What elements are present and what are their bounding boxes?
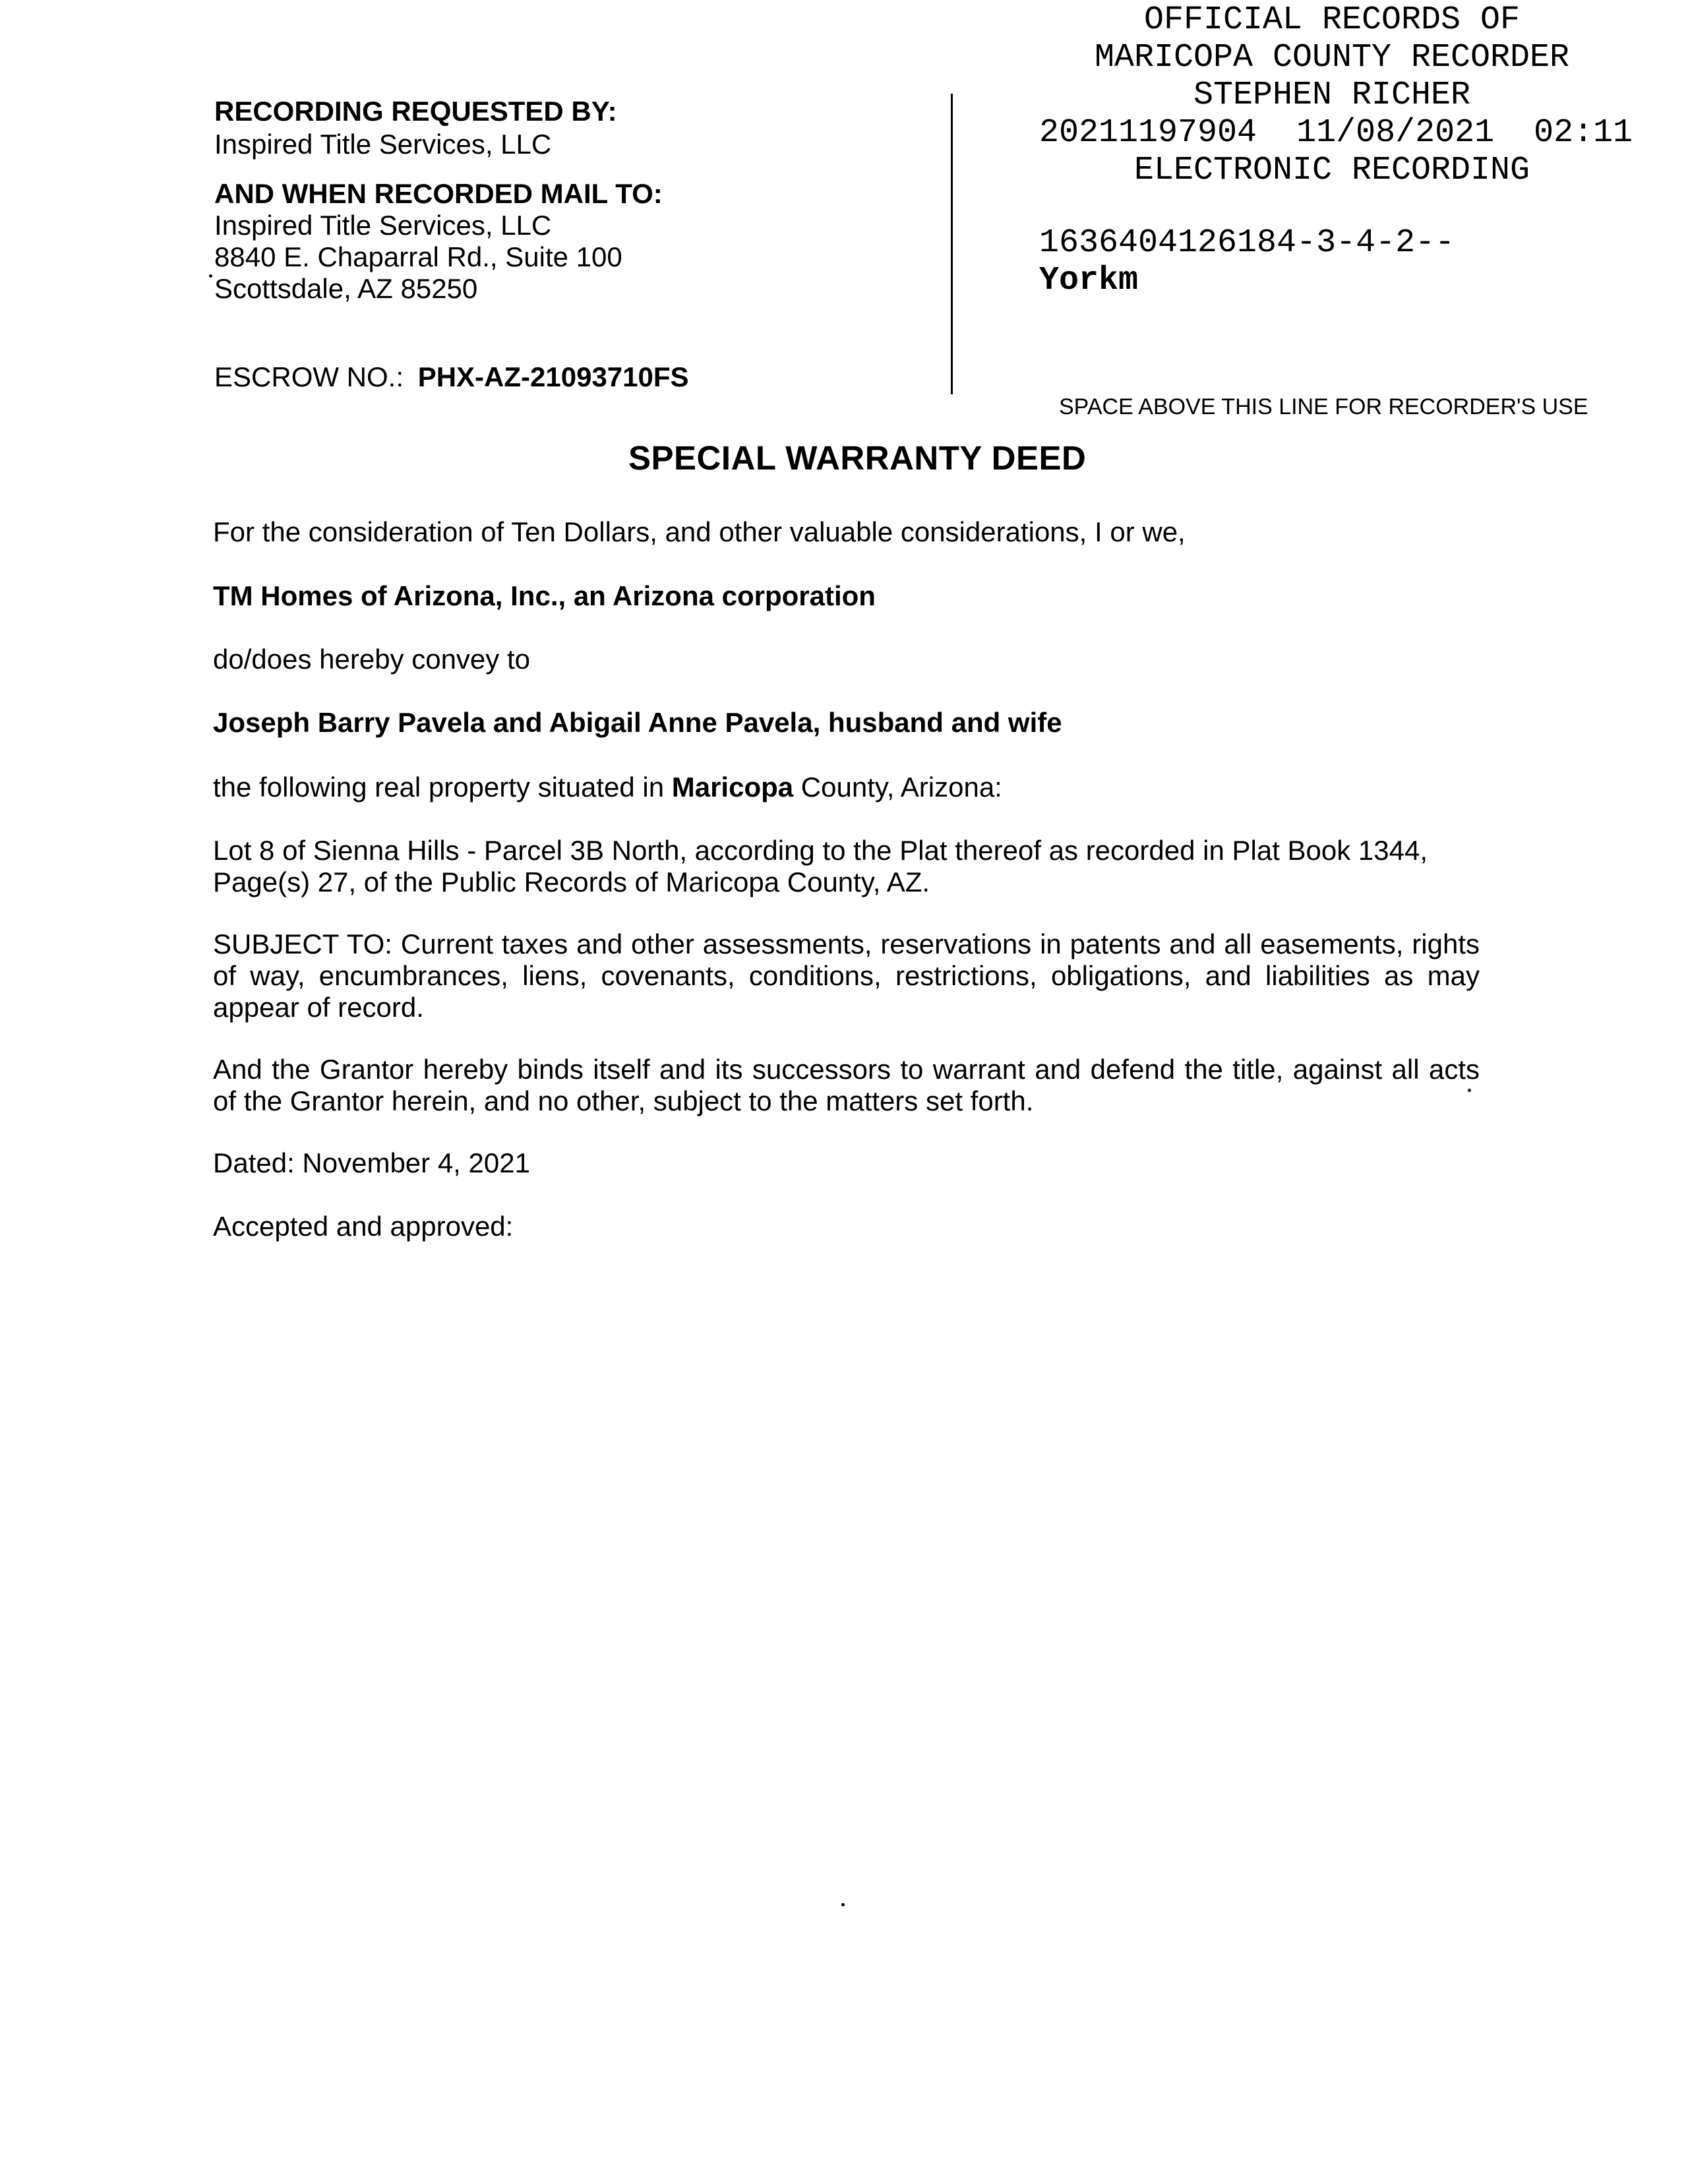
mail-to-street: 8840 E. Chaparral Rd., Suite 100	[214, 241, 622, 272]
recording-number: 20211197904	[1039, 114, 1257, 152]
document-title: SPECIAL WARRANTY DEED	[628, 439, 1087, 477]
property-intro	[213, 772, 1002, 803]
dated-line: Dated: November 4, 2021	[213, 1147, 530, 1178]
property-intro-pre: the following real property situated in	[213, 772, 665, 803]
escrow-line	[214, 361, 689, 393]
legal-description	[213, 835, 1428, 898]
grantor-name: TM Homes of Arizona, Inc., an Arizona corporation	[213, 580, 876, 611]
operator-id: Yorkm	[1039, 262, 1139, 299]
convey-clause: do/does hereby convey to	[213, 644, 530, 675]
header-divider	[951, 94, 953, 394]
mail-to-label: AND WHEN RECORDED MAIL TO:	[214, 178, 663, 209]
consideration-clause: For the consideration of Ten Dollars, and other valuable considerations, I or we,	[213, 516, 1186, 547]
scan-speck	[209, 274, 212, 278]
stamp-line-recording	[1029, 114, 1635, 152]
stamp-line-county: MARICOPA COUNTY RECORDER	[1094, 39, 1570, 76]
grantee-name: Joseph Barry Pavela and Abigail Anne Pavela, husband and wife	[213, 707, 1062, 738]
recording-date: 11/08/2021	[1296, 114, 1495, 152]
legal-description-line-1: Lot 8 of Sienna Hills - Parcel 3B North, according to the Plat thereof as recorded in Plat Book 1344,	[213, 835, 1428, 866]
subject-to-clause: SUBJECT TO: Current taxes and other assessments, reservations in patents and all easements, rights of way, encumbrances, liens, covenants, conditions, restrictions, obligations, and liabilities as may appear of record.	[213, 928, 1480, 1023]
recording-time: 02:11	[1534, 114, 1633, 152]
recording-requested-name: Inspired Title Services, LLC	[214, 129, 552, 160]
mail-to-name: Inspired Title Services, LLC	[214, 210, 552, 241]
mail-to-city: Scottsdale, AZ 85250	[214, 273, 478, 304]
property-county: Maricopa	[671, 772, 794, 803]
warranty-clause: And the Grantor hereby binds itself and its successors to warrant and defend the title, against all acts of the Grantor herein, and no other, subject to the matters set forth.	[213, 1054, 1480, 1116]
property-intro-post: County, Arizona:	[800, 772, 1002, 803]
stamp-line-recorder-name: STEPHEN RICHER	[1193, 76, 1471, 114]
recorder-use-note: SPACE ABOVE THIS LINE FOR RECORDER'S USE	[1059, 394, 1588, 419]
escrow-number: PHX-AZ-21093710FS	[417, 361, 689, 392]
scan-speck	[841, 1903, 845, 1906]
scan-speck	[1468, 1089, 1471, 1092]
reference-id: 1636404126184-3-4-2--	[1039, 224, 1455, 262]
recorder-stamp	[1029, 1, 1635, 189]
escrow-label: ESCROW NO.:	[214, 361, 404, 392]
stamp-line-electronic: ELECTRONIC RECORDING	[1133, 152, 1530, 189]
legal-description-line-2: Page(s) 27, of the Public Records of Maricopa County, AZ.	[213, 866, 930, 897]
recording-requested-label: RECORDING REQUESTED BY:	[214, 96, 617, 127]
accepted-line: Accepted and approved:	[213, 1211, 514, 1242]
stamp-line-official: OFFICIAL RECORDS OF	[1143, 1, 1521, 39]
